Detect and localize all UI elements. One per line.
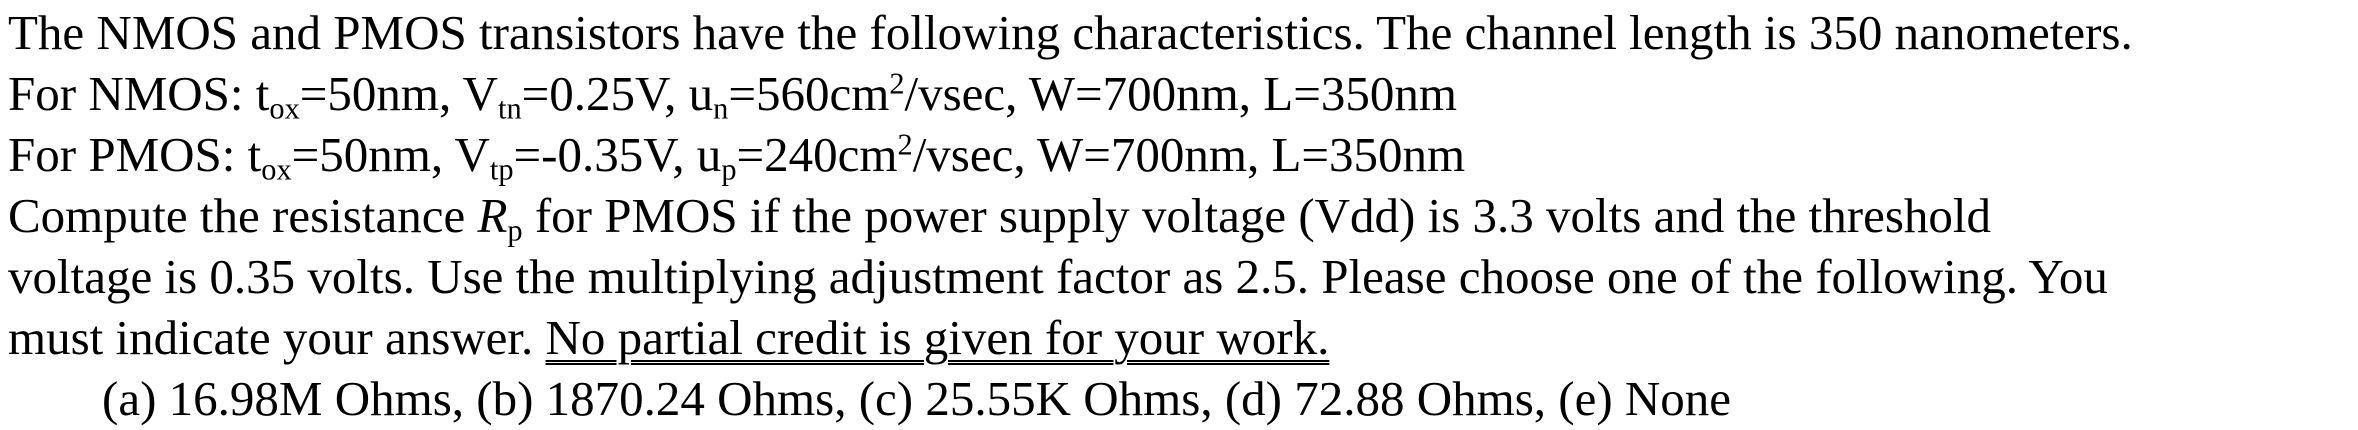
pmos-tox-subscript: ox: [261, 152, 292, 187]
question-text-line-3: must indicate your answer.: [8, 310, 546, 365]
pmos-vt-value: =-0.35V, u: [513, 127, 722, 182]
nmos-u-value: =560cm: [728, 66, 890, 121]
nmos-dimensions: /vsec, W=700nm, L=350nm: [904, 66, 1457, 121]
intro-text: The NMOS and PMOS transistors have the following characteristics. The channel length is 350 nanometers.: [8, 5, 2133, 60]
answer-choices-line: [8, 368, 2353, 429]
nmos-line: [8, 63, 2353, 124]
nmos-prefix: For NMOS: t: [8, 66, 270, 121]
pmos-u-subscript: p: [721, 152, 737, 187]
intro-line: [8, 2, 2353, 63]
pmos-vt-subscript: tp: [489, 152, 514, 187]
question-line-3: [8, 307, 2353, 368]
question-document: [8, 2, 2353, 429]
nmos-u-superscript: 2: [889, 66, 905, 101]
pmos-u-value: =240cm: [736, 127, 898, 182]
nmos-u-subscript: n: [713, 91, 729, 126]
nmos-tox-subscript: ox: [269, 91, 300, 126]
pmos-tox-value: =50nm, V: [291, 127, 490, 182]
pmos-u-superscript: 2: [897, 127, 913, 162]
answer-choices: (a) 16.98M Ohms, (b) 1870.24 Ohms, (c) 25.55K Ohms, (d) 72.88 Ohms, (e) None: [102, 371, 1732, 426]
pmos-prefix: For PMOS: t: [8, 127, 262, 182]
resistance-symbol: R: [477, 188, 508, 243]
question-text-line-2: voltage is 0.35 volts. Use the multiplying adjustment factor as 2.5. Please choose one of the following. You: [8, 249, 2108, 304]
no-partial-credit-notice: No partial credit is given for your work.: [545, 310, 1330, 365]
nmos-tox-value: =50nm, V: [299, 66, 499, 121]
nmos-vt-value: =0.25V, u: [521, 66, 714, 121]
question-line-2: [8, 246, 2353, 307]
question-line-1: [8, 185, 2353, 246]
pmos-dimensions: /vsec, W=700nm, L=350nm: [912, 127, 1466, 182]
question-text-start: Compute the resistance: [8, 188, 478, 243]
pmos-line: [8, 124, 2353, 185]
question-text-end: for PMOS if the power supply voltage (Vdd) is 3.3 volts and the threshold: [522, 188, 1992, 243]
nmos-vt-subscript: tn: [498, 91, 522, 126]
resistance-subscript: p: [507, 213, 523, 248]
